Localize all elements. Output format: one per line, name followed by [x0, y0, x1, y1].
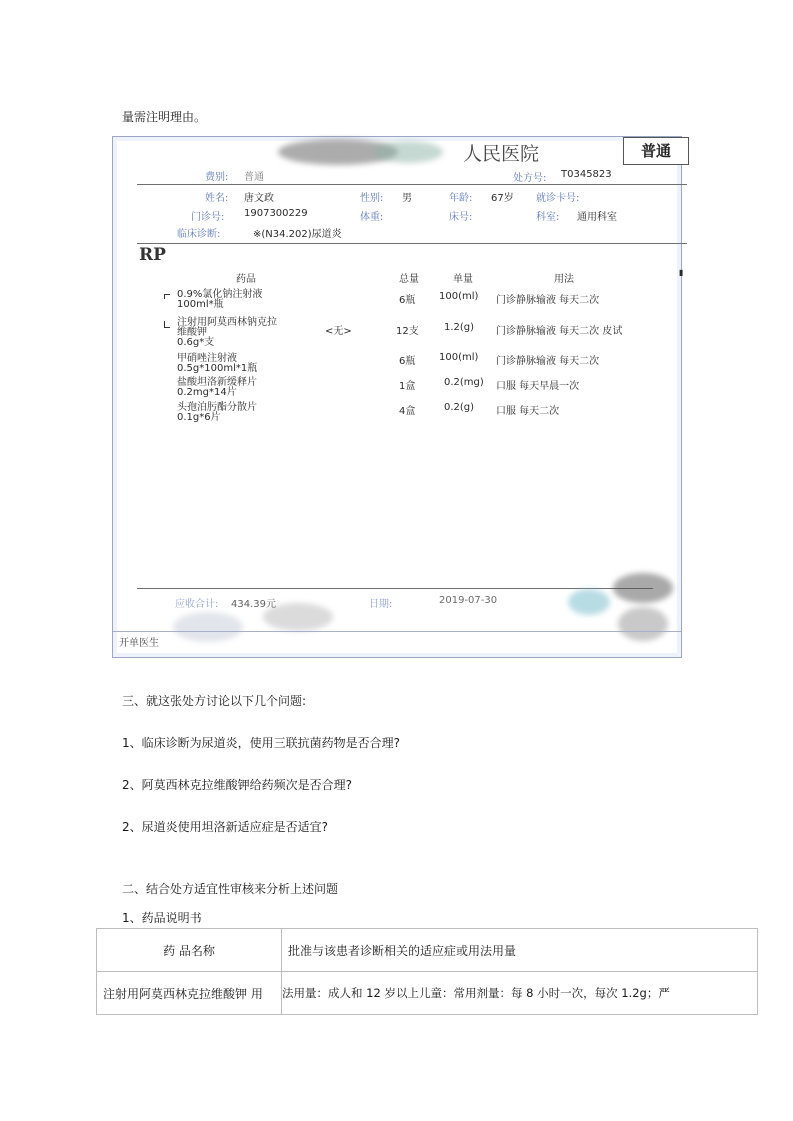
drug-name: 头孢泊肟酯分散片 — [177, 402, 257, 413]
table-header-indication: 批准与该患者诊断相关的适应症或用法用量 — [282, 929, 758, 972]
smudge — [618, 607, 668, 641]
drug-note: <无> — [325, 326, 352, 337]
total-label: 应收合计: — [175, 599, 219, 610]
outpatient-no-label: 门诊号: — [191, 212, 225, 223]
drug-usage: 口服 每天二次 — [496, 406, 560, 417]
edge-mark: ▮ — [679, 268, 684, 277]
question-1: 1、临床诊断为尿道炎，使用三联抗菌药物是否合理? — [122, 736, 401, 750]
drug-name: 盐酸坦洛新缓释片 — [177, 377, 257, 388]
drug-dose: 100(ml) — [439, 352, 479, 363]
drug-qty: 6瓶 — [399, 295, 416, 306]
name-label: 姓名: — [205, 193, 229, 204]
drug-usage: 门诊静脉输液 每天二次 皮试 — [496, 326, 623, 337]
question-2: 2、阿莫西林克拉维酸钾给药频次是否合理? — [122, 778, 353, 792]
diagnosis-label: 临床诊断: — [177, 229, 221, 240]
group-bracket-bottom — [164, 327, 170, 328]
drug-spec: 0.2mg*14片 — [177, 387, 237, 398]
drug-spec: 0.1g*6片 — [177, 412, 221, 423]
dept-label: 科室: — [536, 212, 560, 223]
age-value: 67岁 — [491, 193, 514, 204]
outpatient-no-value: 1907300229 — [244, 208, 308, 219]
smudge — [173, 612, 243, 642]
weight-label: 体重: — [360, 212, 384, 223]
name-value: 唐文政 — [244, 193, 274, 204]
bed-label: 床号: — [449, 212, 473, 223]
drug-usage: 口服 每天早晨一次 — [496, 381, 580, 392]
col-drug-header: 药品 — [236, 274, 256, 285]
col-dose-header: 单量 — [453, 274, 473, 285]
fee-type-value: 普通 — [244, 172, 264, 183]
drug-qty: 6瓶 — [399, 356, 416, 367]
diagnosis-value: ※(N34.202)尿道炎 — [253, 229, 342, 240]
drug-dose: 0.2(g) — [444, 402, 475, 413]
fee-type-label: 费别: — [205, 172, 229, 183]
gender-label: 性别: — [360, 193, 384, 204]
subsection-title: 1、药品说明书 — [122, 911, 202, 925]
drug-qty: 1盒 — [399, 381, 416, 392]
dept-value: 通用科室 — [577, 212, 617, 223]
drug-usage: 门诊静脉输液 每天二次 — [496, 295, 600, 306]
hospital-name: 人民医院 — [463, 143, 540, 165]
section2-title: 二、结合处方适宜性审核来分析上述问题 — [122, 882, 339, 896]
table-header-name: 药 品名称 — [97, 929, 282, 972]
drug-label-table — [96, 928, 758, 1015]
drug-usage: 门诊静脉输液 每天二次 — [496, 356, 600, 367]
table-cell-usage: 法用量：成人和 12 岁以上儿童：常用剂量：每 8 小时一次，每次 1.2g；严 — [282, 972, 758, 1015]
smudge — [568, 589, 610, 615]
drug-name: 注射用阿莫西林钠克拉 — [177, 317, 277, 328]
age-label: 年龄: — [449, 193, 473, 204]
header-rule — [137, 184, 687, 185]
drug-qty: 12支 — [396, 326, 419, 337]
drug-name: 甲硝唑注射液 — [177, 353, 237, 364]
drug-dose: 1.2(g) — [444, 322, 475, 333]
question-3: 2、尿道炎使用坦洛新适应症是否适宜? — [122, 820, 329, 834]
footer-rule — [137, 588, 653, 589]
date-value: 2019-07-30 — [439, 595, 498, 606]
col-qty-header: 总量 — [399, 274, 419, 285]
rx-number-value: T0345823 — [561, 169, 612, 180]
prescription-image — [112, 136, 682, 658]
clinic-card-label: 就诊卡号: — [536, 193, 580, 204]
rx-type-badge: 普通 — [623, 137, 689, 165]
drug-dose: 100(ml) — [439, 291, 479, 302]
rp-mark: RP — [139, 245, 166, 265]
diagnosis-rule — [137, 243, 687, 244]
table-row — [97, 972, 758, 1015]
intro-line: 量需注明理由。 — [122, 110, 207, 124]
drug-name: 0.9%氯化钠注射液 — [177, 289, 263, 300]
rx-number-label: 处方号: — [513, 173, 547, 184]
smudge — [373, 141, 443, 163]
doctor-label: 开单医生 — [119, 638, 159, 649]
group-bracket-top-tick — [164, 294, 165, 299]
date-label: 日期: — [369, 599, 393, 610]
gender-value: 男 — [402, 193, 412, 204]
table-cell-drug: 注射用阿莫西林克拉维酸钾 用 — [97, 972, 282, 1015]
bottom-rule — [113, 631, 681, 632]
col-usage-header: 用法 — [554, 274, 574, 285]
smudge — [613, 573, 673, 603]
drug-name-cont: 维酸钾 — [177, 327, 207, 338]
table-row — [97, 929, 758, 972]
total-value: 434.39元 — [231, 599, 276, 610]
drug-dose: 0.2(mg) — [444, 377, 484, 388]
drug-spec: 0.6g*支 — [177, 337, 215, 348]
drug-spec: 0.5g*100ml*1瓶 — [177, 363, 258, 374]
drug-qty: 4盒 — [399, 406, 416, 417]
drug-spec: 100ml*瓶 — [177, 299, 224, 310]
section3-title: 三、就这张处方讨论以下几个问题: — [122, 694, 307, 708]
